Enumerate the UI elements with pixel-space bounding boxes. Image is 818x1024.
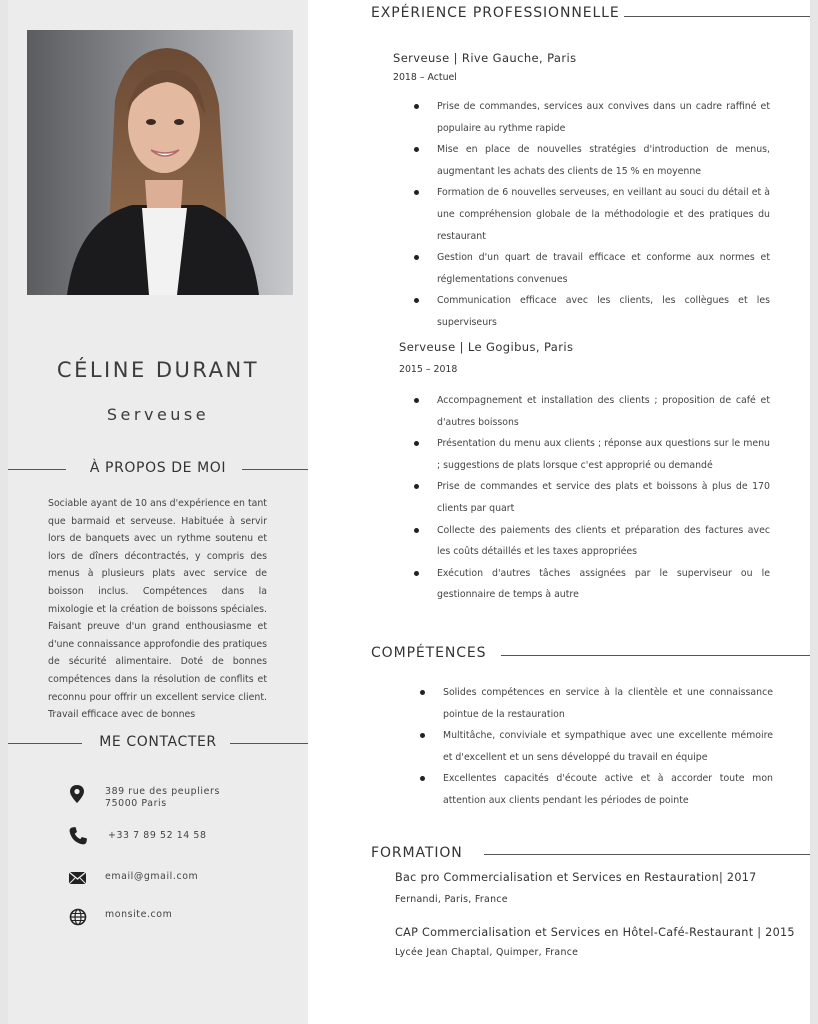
bullet-text: Gestion d'un quart de travail efficace et conforme aux normes et réglementations convenues: [437, 252, 770, 285]
contact-phone: [68, 826, 308, 854]
bullet-text: Prise de commandes, services aux convives dans un cadre raffiné et populaire au rythme rapide: [437, 101, 770, 134]
contact-address: [68, 784, 308, 812]
bullet-dot: [414, 255, 419, 260]
divider-line: [501, 655, 810, 656]
globe-icon: [68, 906, 88, 926]
skill-text: Solides compétences en service à la clientèle et une connaissance pointue de la restauration: [443, 687, 773, 720]
website-text: monsite.com: [105, 909, 173, 920]
experience-heading-row: [371, 5, 810, 27]
phone-text: +33 7 89 52 14 58: [108, 830, 207, 841]
bullet-text: Exécution d'autres tâches assignées par le superviseur ou le gestionnaire de temps à autre: [437, 567, 770, 601]
bullet-dot: [414, 398, 419, 403]
address-text: [105, 786, 220, 810]
about-heading-row: [8, 460, 308, 480]
divider-line: [230, 743, 308, 744]
job-title: Serveuse | Le Gogibus, Paris: [399, 340, 574, 354]
list-item: [437, 96, 770, 139]
sidebar: [8, 0, 308, 1024]
bullet-dot: [420, 690, 425, 695]
contact-heading-row: [8, 734, 308, 754]
list-item: [437, 139, 770, 182]
education-place: Lycée Jean Chaptal, Quimper, France: [395, 947, 579, 958]
page-margin-right: [810, 0, 818, 1024]
bullet-dot: [414, 190, 419, 195]
bullet-dot: [414, 298, 419, 303]
skills-list: [443, 682, 773, 812]
list-item: [437, 182, 770, 247]
list-item: [443, 768, 773, 811]
bullet-dot: [414, 104, 419, 109]
skills-heading: COMPÉTENCES: [371, 645, 487, 661]
bullet-text: Communication efficace avec les clients, les collègues et les superviseurs: [437, 295, 770, 328]
about-text: Sociable ayant de 10 ans d'expérience en tant que barmaid et serveuse. Habituée à servir lors de banquets avec un rythme soutenu et lors de dîners décontractés, y compris des menus à plusieurs plats avec service de boisson inclus. Compétences dans la mixologie et la création de boissons spéciales. Faisant preuve d'un grand enthousiasme et d'une connaissance approfondie des pratiques de sécurité alimentaire. Doté de bonnes compétences dans la résolution de conflits et reconnu pour offrir un excellent service client. Travail efficace avec de bonnes: [48, 498, 267, 721]
list-item: [437, 563, 770, 606]
envelope-icon: [68, 868, 88, 888]
job-title: Serveuse | Rive Gauche, Paris: [393, 51, 577, 65]
education-heading-row: [371, 845, 810, 867]
phone-icon: [68, 826, 88, 846]
list-item: [437, 247, 770, 290]
list-item: [437, 520, 770, 563]
divider-line: [624, 16, 810, 17]
education-place: Fernandi, Paris, France: [395, 894, 508, 905]
divider-line: [484, 854, 810, 855]
education-title: Bac pro Commercialisation et Services en Restauration| 2017: [395, 871, 757, 884]
candidate-name: CÉLINE DURANT: [56, 358, 260, 382]
education-heading: FORMATION: [371, 845, 463, 861]
bullet-dot: [420, 776, 425, 781]
education-title: CAP Commercialisation et Services en Hôtel-Café-Restaurant | 2015: [395, 926, 795, 939]
job-bullets: [437, 96, 770, 334]
address-line2: 75000 Paris: [105, 798, 167, 809]
bullet-text: Collecte des paiements des clients et préparation des factures avec les coûts détaillés et les taxes appropriées: [437, 524, 770, 558]
contact-website: [68, 906, 308, 934]
contact-email: [68, 868, 308, 896]
about-heading: À PROPOS DE MOI: [89, 460, 227, 476]
skills-heading-row: [371, 645, 810, 667]
bullet-text: Accompagnement et installation des clients ; proposition de café et d'autres boissons: [437, 395, 770, 428]
contact-heading: ME CONTACTER: [99, 734, 217, 750]
list-item: [437, 433, 770, 476]
bullet-text: Formation de 6 nouvelles serveuses, en veillant au souci du détail et à une compréhension globale de la méthodologie et des pratiques du restaurant: [437, 187, 770, 242]
location-pin-icon: [68, 784, 88, 804]
address-line1: 389 rue des peupliers: [105, 786, 220, 797]
bullet-dot: [414, 528, 419, 533]
job-dates: 2015 – 2018: [399, 364, 458, 375]
bullet-dot: [414, 571, 419, 576]
email-text: email@gmail.com: [105, 871, 199, 882]
list-item: [443, 725, 773, 768]
bullet-dot: [414, 147, 419, 152]
bullet-dot: [414, 441, 419, 446]
skill-text: Multitâche, conviviale et sympathique avec une excellente mémoire et d'excellent et un sens développé du travail en équipe: [443, 730, 773, 763]
bullet-dot: [420, 733, 425, 738]
list-item: [443, 682, 773, 725]
bullet-text: Prise de commandes et service des plats et boissons à plus de 170 clients par quart: [437, 481, 770, 514]
bullet-dot: [414, 484, 419, 489]
job-dates: 2018 – Actuel: [393, 72, 457, 83]
bullet-text: Mise en place de nouvelles stratégies d'introduction de menus, augmentant les achats des clients de 15 % en moyenne: [437, 144, 770, 177]
divider-line: [242, 469, 308, 470]
bullet-text: Présentation du menu aux clients ; réponse aux questions sur le menu ; suggestions de plats lorsque c'est approprié ou demandé: [437, 438, 770, 471]
skill-text: Excellentes capacités d'écoute active et à accorder toute mon attention aux clients pendant les périodes de pointe: [443, 773, 773, 806]
job-bullets: [437, 390, 770, 606]
profile-photo: [27, 30, 293, 295]
candidate-role: Serveuse: [106, 405, 210, 424]
page-margin-left: [0, 0, 8, 1024]
list-item: [437, 390, 770, 433]
experience-heading: EXPÉRIENCE PROFESSIONNELLE: [371, 5, 620, 21]
list-item: [437, 290, 770, 333]
list-item: [437, 476, 770, 519]
